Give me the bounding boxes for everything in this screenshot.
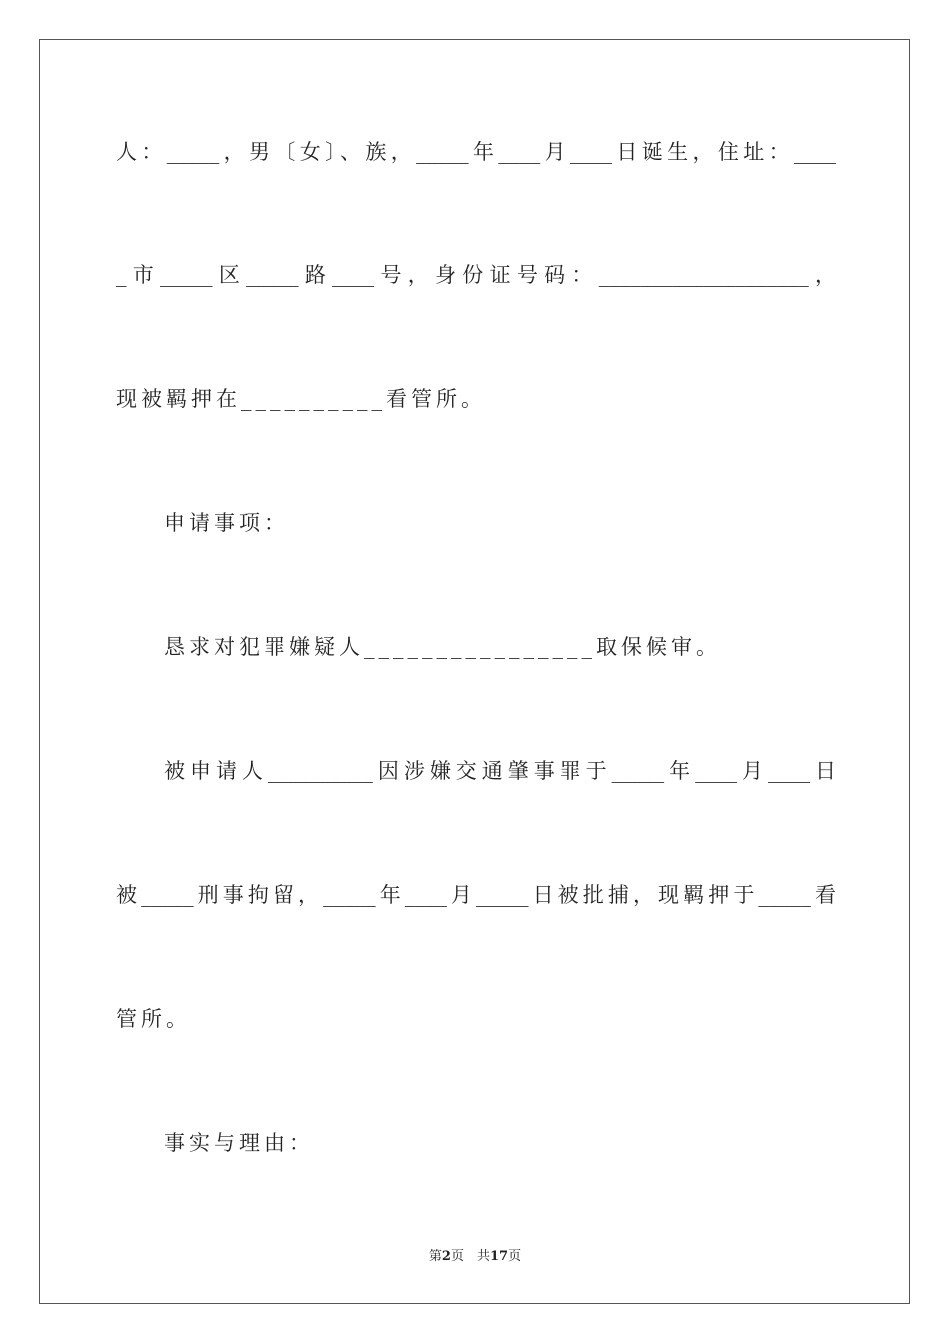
text-line-prison: 管所。 xyxy=(116,1007,191,1031)
section-heading-facts: 事实与理由： xyxy=(164,1131,314,1155)
text-line-applicant-charge: 被申请人__________因涉嫌交通肇事罪于_____年____月____日 xyxy=(164,759,836,783)
text-line-birth-address: 人：_____，男〔女〕、族，_____年____月____日诞生，住址：____ xyxy=(116,140,836,164)
text-line-request: 恳求对犯罪嫌疑人________________取保候审。 xyxy=(164,635,721,659)
footer-page-number: 2 xyxy=(441,1249,451,1264)
page-frame xyxy=(39,39,910,1304)
footer-suffix: 页 xyxy=(508,1249,522,1264)
page-footer xyxy=(0,1247,950,1267)
footer-middle: 页 共 xyxy=(450,1249,490,1264)
text-line-address-id: _市_____区_____路____号，身份证号码：____________________， xyxy=(116,263,836,287)
section-heading-request: 申请事项： xyxy=(164,511,289,535)
footer-prefix: 第 xyxy=(428,1249,442,1264)
text-line-arrest: 被_____刑事拘留，_____年____月_____日被批捕，现羁押于_____看 xyxy=(116,883,836,907)
text-line-detention: 现被羁押在__________看管所。 xyxy=(116,387,486,411)
footer-total-pages: 17 xyxy=(489,1249,509,1264)
